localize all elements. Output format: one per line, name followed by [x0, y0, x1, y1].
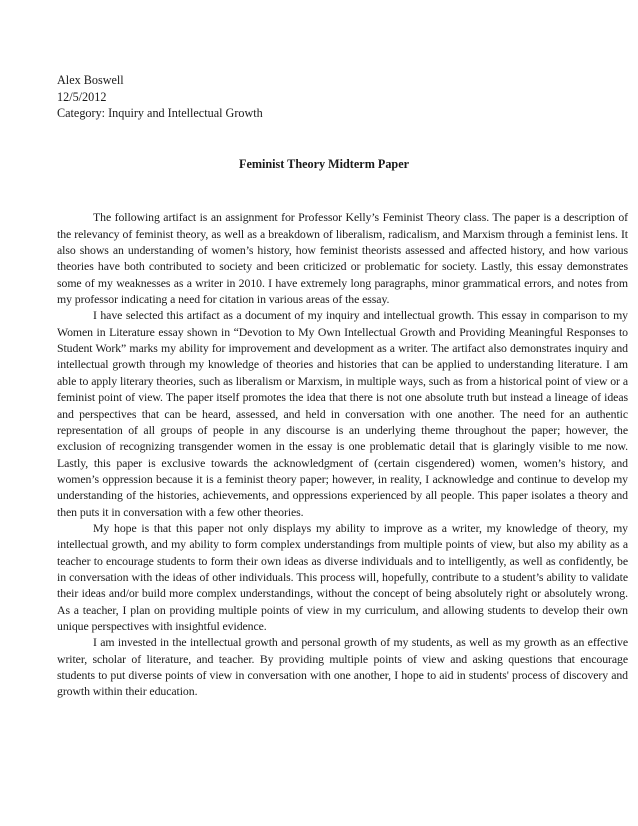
author-name: Alex Boswell — [57, 73, 124, 87]
document-page — [57, 72, 628, 700]
document-body — [57, 209, 628, 699]
paragraph-1: The following artifact is an assignment for Professor Kelly’s Feminist Theory class. The paper is a description of the relevancy of feminist theory, as well as a breakdown of liberalism, radicalism, and Marxism through a feminist lens. It also shows an understanding of women’s history, how feminist theorists assessed and affected history, and how various theories have both contributed to society and been criticized or problematic for society. Lastly, this essay demonstrates some of my weaknesses as a writer in 2010. I have extremely long paragraphs, minor grammatical errors, and notes from my professor indicating a need for citation in various areas of the essay. — [57, 210, 628, 307]
document-date: 12/5/2012 — [57, 89, 107, 104]
document-category: Category: Inquiry and Intellectual Growth — [57, 106, 263, 121]
paragraph-2: I have selected this artifact as a document of my inquiry and intellectual growth. This essay in comparison to my Women in Literature essay shown in “Devotion to My Own Intellectual Growth and Providing Meaningful Responses to Student Work” marks my ability for improvement and development as a writer. The artifact also demonstrates inquiry and intellectual growth through my knowledge of theories and histories that can be applied to understanding literature. I am able to apply literary theories, such as liberalism or Marxism, in multiple ways, such as from a historical point of view or a feminist point of view. The paper itself promotes the idea that there is not one absolute truth but instead a lineage of ideas and perspectives that can be heard, assessed, and held in conversation with one another. The need for an authentic representation of all groups of people in any discourse is an underlying theme throughout the paper; however, the exclusion of recognizing transgender women in the essay is one problematic detail that is glaringly visible to me now. Lastly, this paper is exclusive towards the acknowledgment of (certain cisgendered) women, women’s history, and women’s oppression because it is a feminist theory paper; however, in reality, I acknowledge and continue to develop my understanding of the histories, achievements, and oppressions experienced by all people. This paper isolates a theory and then puts it in conversation with a few other theories. — [57, 308, 628, 519]
paragraph-4: I am invested in the intellectual growth and personal growth of my students, as well as my growth as an effective writer, scholar of literature, and teacher. By providing multiple points of view and asking questions that encourage students to put diverse points of view in conversation with one another, I hope to aid in students' process of discovery and growth within their education. — [57, 635, 628, 699]
document-title: Feminist Theory Midterm Paper — [239, 156, 410, 171]
paragraph-3: My hope is that this paper not only displays my ability to improve as a writer, my knowledge of theory, my intellectual growth, and my ability to form complex understandings from multiple points of view, but also my ability as a teacher to encourage students to form their own ideas as diverse individuals and to intelligently, as well as confidently, be in conversation with the ideas of other individuals. This process will, hopefully, contribute to a student’s ability to validate their ideas and/or build more complex understandings, without the concept of being absolutely right or absolutely wrong. As a teacher, I plan on providing multiple points of view in my curriculum, and allowing students to develop their own unique perspectives with insightful evidence. — [57, 520, 628, 633]
